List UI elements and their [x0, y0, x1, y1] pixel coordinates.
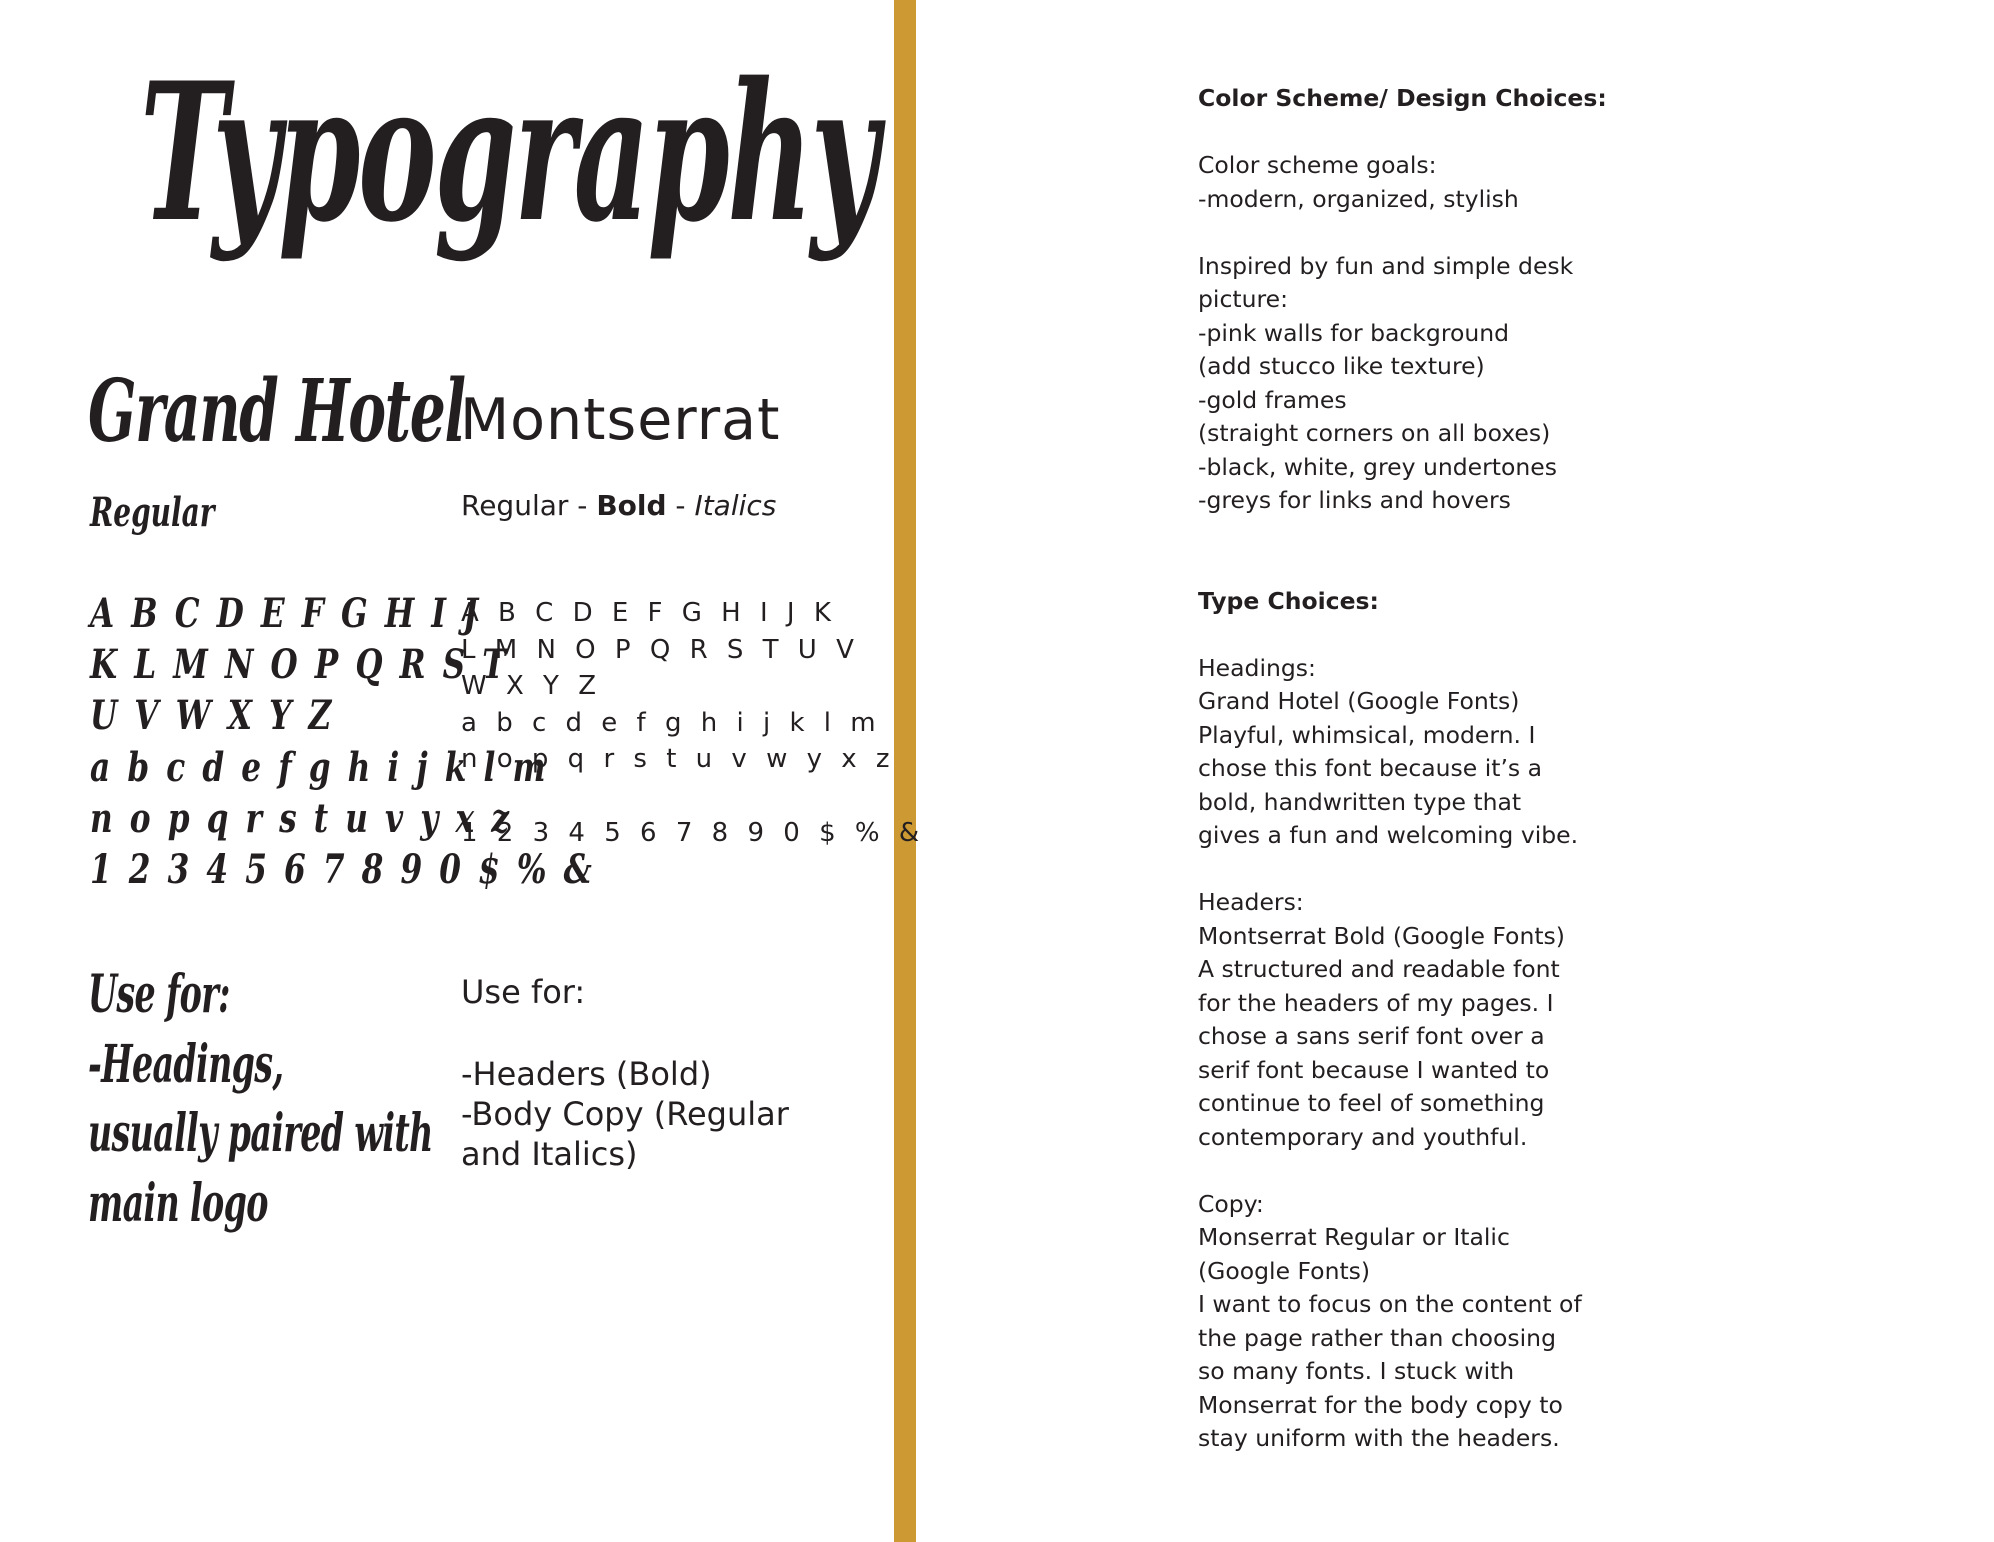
note-line: -greys for links and hovers — [1198, 486, 1511, 514]
page-title: Typography — [140, 41, 877, 264]
design-notes — [1198, 82, 1758, 1456]
note-line: chose a sans serif font over a — [1198, 1022, 1545, 1050]
note-line: I want to focus on the content of — [1198, 1290, 1582, 1318]
note-line: Montserrat Bold (Google Fonts) — [1198, 921, 1565, 950]
section-heading-type-choices: Type Choices: — [1198, 586, 1379, 615]
section-heading-color-scheme: Color Scheme/ Design Choices: — [1198, 84, 1607, 112]
alphabet-row: A B C D E F G H I J K — [461, 598, 837, 628]
note-line — [1198, 853, 1758, 887]
note-line — [1198, 1154, 1758, 1188]
use-for-line: -Body Copy (Regular — [461, 1095, 789, 1133]
note-line: serif font because I wanted to — [1198, 1055, 1550, 1084]
use-for-line: main logo — [88, 1172, 268, 1234]
note-line: -black, white, grey undertones — [1198, 452, 1557, 481]
note-line: (straight corners on all boxes) — [1198, 419, 1551, 447]
montserrat-alphabet — [461, 595, 925, 851]
use-for-line: and Italics) — [461, 1135, 638, 1173]
note-line: Monserrat Regular or Italic — [1198, 1223, 1510, 1251]
note-line: (add stucco like texture) — [1198, 352, 1485, 380]
note-line: picture: — [1198, 285, 1288, 313]
note-line: -gold frames — [1198, 385, 1347, 414]
grand-hotel-weights: Regular — [90, 489, 215, 536]
note-line — [1198, 618, 1758, 652]
note-line: A structured and readable font — [1198, 955, 1560, 983]
note-line: -modern, organized, stylish — [1198, 184, 1519, 213]
weight-regular: Regular — [461, 489, 569, 522]
note-line: Copy: — [1198, 1189, 1264, 1218]
note-line: Headers: — [1198, 888, 1304, 916]
use-for-line: -Headings, — [88, 1033, 284, 1095]
note-line: Color scheme goals: — [1198, 151, 1437, 179]
use-for-line: usually paired with — [88, 1103, 433, 1164]
alphabet-row: a b c d e f g h i j k l m — [90, 743, 549, 791]
note-line: chose this font because it’s a — [1198, 754, 1543, 782]
alphabet-row: A B C D E F G H I J — [90, 590, 481, 637]
note-line: gives a fun and welcoming vibe. — [1198, 821, 1579, 849]
alphabet-row: L M N O P Q R S T U V — [461, 634, 860, 665]
grand-hotel-font-name: Grand Hotel — [88, 361, 465, 462]
alphabet-row: 1 2 3 4 5 6 7 8 9 0 $ % & — [90, 845, 595, 893]
note-line — [1198, 518, 1758, 552]
weight-separator: - — [666, 489, 695, 522]
note-line: Monserrat for the body copy to — [1198, 1390, 1563, 1419]
note-line: for the headers of my pages. I — [1198, 988, 1554, 1017]
alphabet-row: W X Y Z — [461, 671, 602, 702]
note-line: contemporary and youthful. — [1198, 1122, 1528, 1151]
note-line — [1198, 216, 1758, 250]
note-line: Headings: — [1198, 653, 1316, 682]
use-for-label: Use for: — [461, 973, 586, 1011]
note-line: -pink walls for background — [1198, 318, 1510, 347]
use-for-line: Use for: — [88, 964, 230, 1025]
alphabet-row: n o p q r s t u v w y x z — [461, 744, 896, 775]
note-line — [1198, 551, 1758, 585]
note-line: Playful, whimsical, modern. I — [1198, 720, 1536, 749]
note-line: stay uniform with the headers. — [1198, 1424, 1560, 1452]
alphabet-row: K L M N O P Q R S T — [90, 641, 509, 689]
note-line: Inspired by fun and simple desk — [1198, 251, 1574, 280]
grand-hotel-use-for — [88, 960, 433, 1238]
weight-separator: - — [568, 489, 597, 522]
note-line: so many fonts. I stuck with — [1198, 1357, 1515, 1385]
montserrat-weights — [461, 488, 776, 524]
use-for-line: -Headers (Bold) — [461, 1055, 712, 1093]
alphabet-spacer — [461, 778, 925, 815]
note-line: bold, handwritten type that — [1198, 787, 1522, 816]
alphabet-row: U V W X Y Z — [90, 692, 335, 740]
weight-bold: Bold — [596, 489, 667, 522]
montserrat-use-for — [461, 972, 789, 1174]
note-line: the page rather than choosing — [1198, 1323, 1556, 1352]
note-line: (Google Fonts) — [1198, 1256, 1371, 1285]
note-line — [1198, 116, 1758, 150]
alphabet-row: 1 2 3 4 5 6 7 8 9 0 $ % & — [461, 817, 925, 848]
note-line: continue to feel of something — [1198, 1089, 1545, 1117]
note-line: Grand Hotel (Google Fonts) — [1198, 687, 1520, 715]
alphabet-row: a b c d e f g h i j k l m — [461, 707, 882, 738]
spacer — [461, 1012, 789, 1054]
montserrat-font-name: Montserrat — [460, 387, 781, 453]
alphabet-row: n o p q r s t u v y x z — [90, 794, 513, 842]
weight-italic: Italics — [694, 489, 777, 522]
